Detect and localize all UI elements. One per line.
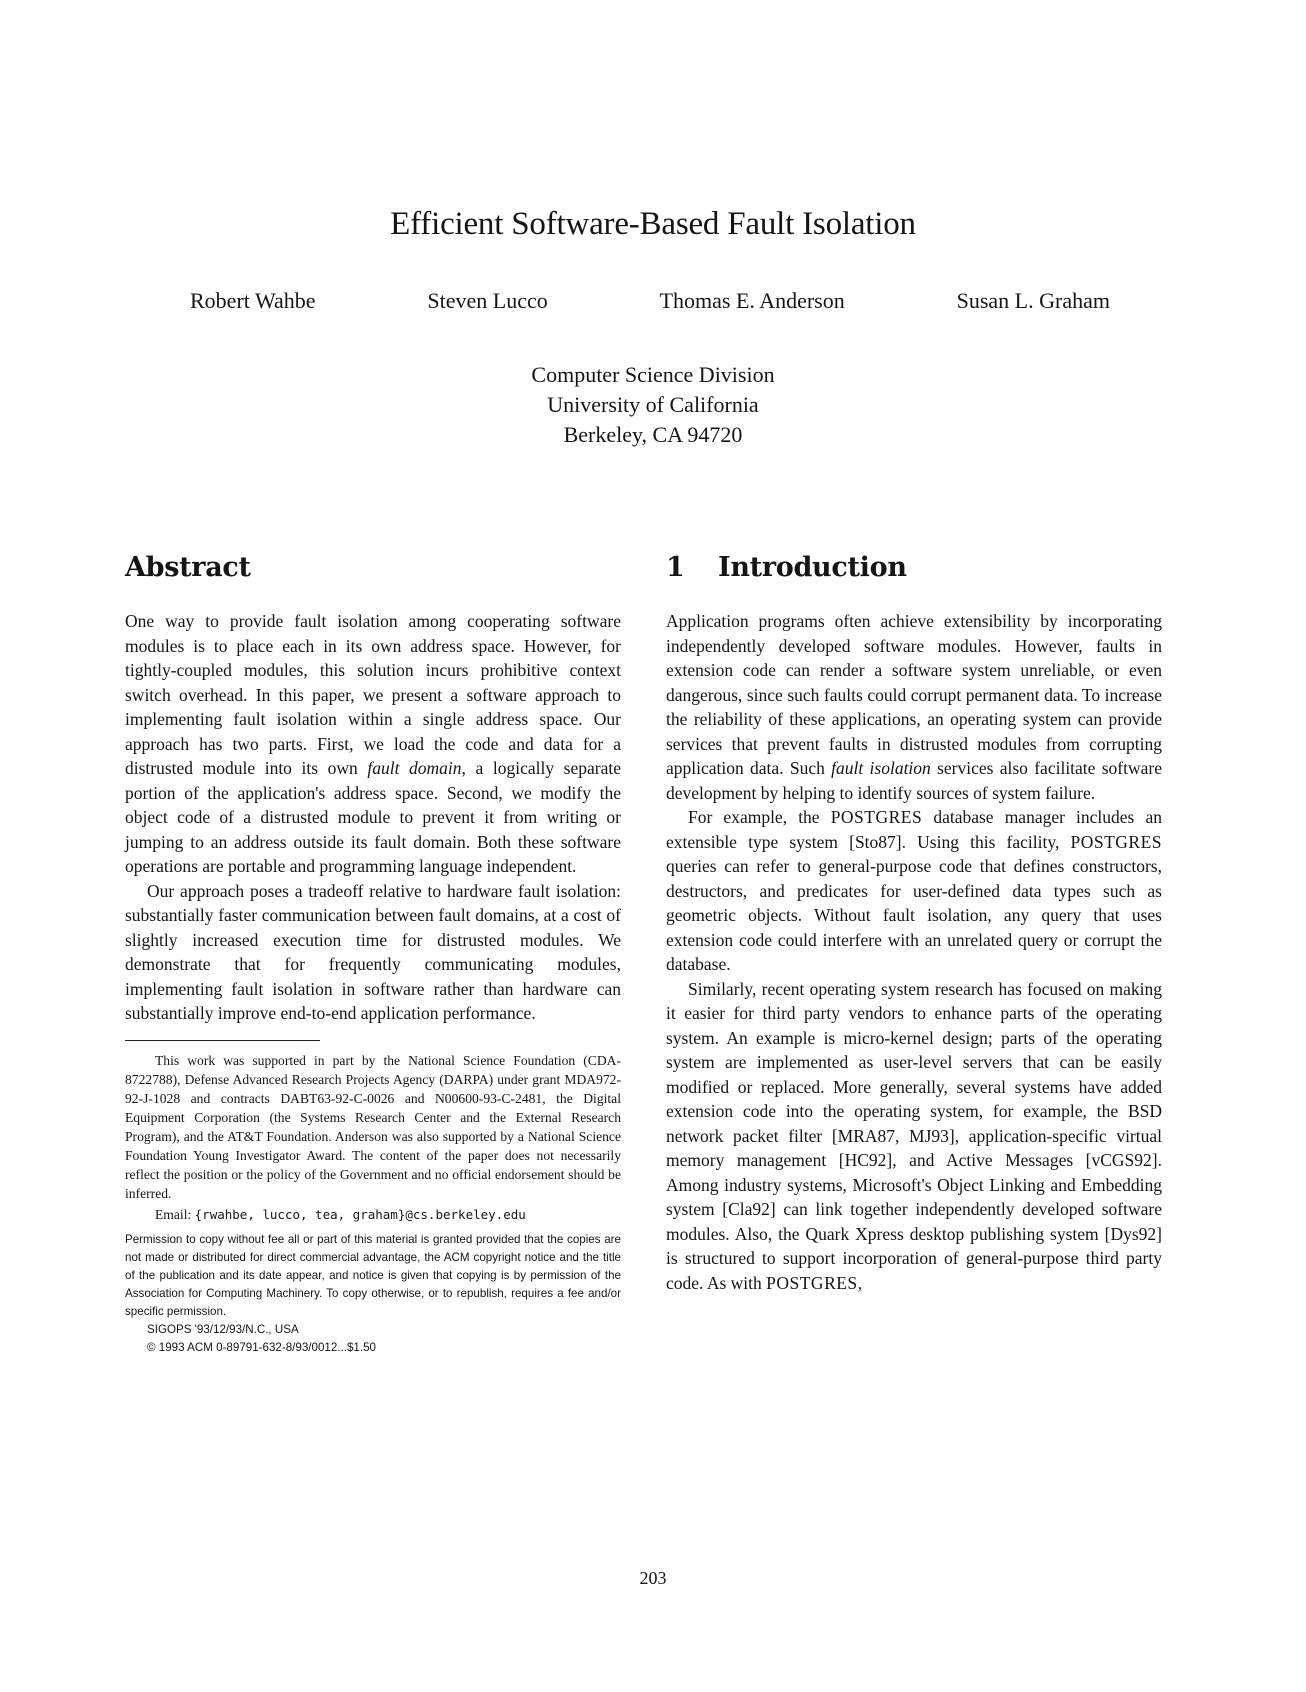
affiliation-line: Computer Science Division — [531, 362, 775, 387]
abstract-paragraph — [125, 609, 621, 879]
author: Susan L. Graham — [956, 288, 1110, 313]
text-run: database manager includes an extensible type system [Sto87]. Using this facility, — [666, 807, 1162, 852]
section-number: 1 — [666, 552, 685, 583]
footnote-rule — [125, 1040, 320, 1041]
text-run: For example, the — [688, 807, 831, 827]
affiliation-line: Berkeley, CA 94720 — [563, 422, 743, 447]
text-run: Similarly, recent operating system research has focused on making it easier for third party vendors to enhance parts of the operating system. An example is micro-kernel design; parts of the operating system are implemented as user-level servers that can be easily modified or replaced. More generally, several systems have added extension code into the operating system, for example, the BSD network packet filter [MRA87, MJ93], application-specific virtual memory management [HC92], and Active Messages [vCGS92]. Among industry systems, Microsoft's Object Linking and Embedding system [Cla92] can link together independently developed software modules. Also, the Quark Xpress desktop publishing system [Dys92] is structured to support incorporation of general-purpose third party code. As with — [666, 978, 1162, 1293]
section-title: Introduction — [718, 552, 907, 583]
postgres-name: POSTGRES — [830, 807, 923, 827]
email-line — [155, 1205, 621, 1225]
emphasis: fault isolation — [831, 758, 931, 778]
permission-notice: Permission to copy without fee all or part of this material is granted provided that the copies are not made or distributed for direct commercial advantage, the ACM copyright notice and the title of the publication and its date appear, and notice is given that copying is by permission of the Association for Computing Machinery. To copy otherwise, or to republish, requires a fee and/or specific permission. — [125, 1232, 621, 1318]
postgres-name: POSTGRES — [1070, 831, 1162, 852]
paper-title: Efficient Software-Based Fault Isolation — [390, 206, 916, 242]
page-number: 203 — [639, 1568, 667, 1588]
affiliation-line: University of California — [547, 392, 759, 417]
author: Thomas E. Anderson — [659, 288, 845, 313]
abstract-heading: Abstract — [125, 552, 251, 583]
text-run: One way to provide fault isolation among cooperating software modules is to place each in its own address space. However, for tightly-coupled modules, this solution incurs prohibitive context switch overhead. In this paper, we present a software approach to implementing fault isolation within a single address space. Our approach has two parts. First, we load the code and data for a distrusted module into its own — [125, 611, 621, 778]
text-run: Application programs often achieve extensibility by incorporating independently developed software modules. However, faults in extension code can render a software system unreliable, or even dangerous, since such faults could corrupt permanent data. To increase the reliability of these applications, an operating system can provide services that prevent faults in distrusted modules from corrupting application data. Such — [666, 611, 1162, 778]
right-column — [666, 552, 1162, 1295]
email-address: {rwahbe, lucco, tea, graham}@cs.berkeley.edu — [194, 1206, 526, 1222]
intro-paragraph — [666, 609, 1162, 805]
affiliation — [0, 360, 1306, 450]
intro-paragraph — [666, 805, 1162, 977]
text-run: , — [857, 1272, 863, 1293]
introduction-heading — [666, 552, 1162, 583]
author: Robert Wahbe — [190, 288, 316, 313]
intro-paragraph — [666, 977, 1162, 1296]
abstract-paragraph: Our approach poses a tradeoff relative to hardware fault isolation: substantially faster communication between fault domains, at a cost of slightly increased execution time for distrusted modules. We demonstrate that for frequently communicating modules, implementing fault isolation in software rather than hardware can substantially improve end-to-end application performance. — [125, 880, 621, 1023]
text-run: services also facilitate software development by helping to identify sources of system failure. — [666, 758, 1162, 803]
author-list — [190, 288, 1110, 314]
emphasis: fault domain — [367, 758, 462, 778]
author: Steven Lucco — [427, 288, 548, 313]
text-run: , a logically separate portion of the application's address space. Second, we modify the object code of a distrusted module to prevent it from writing or jumping to an address outside its fault domain. Both these software operations are portable and programming language independent. — [125, 758, 621, 876]
email-label: Email: — [155, 1206, 195, 1222]
copyright-line: © 1993 ACM 0-89791-632-8/93/0012...$1.50 — [147, 1340, 376, 1354]
postgres-name: POSTGRES — [766, 1272, 858, 1293]
text-run: queries can refer to general-purpose code that defines constructors, destructors, and predicates for user-defined data types such as geometric objects. Without fault isolation, any query that uses extension code could interfere with an unrelated query or corrupt the database. — [666, 856, 1162, 974]
funding-footnote: This work was supported in part by the National Science Foundation (CDA-8722788), Defense Advanced Research Projects Agency (DARPA) under grant MDA972-92-J-1028 and contracts DABT63-92-C-0026 and N00600-93-C-2481, the Digital Equipment Corporation (the Systems Research Center and the External Research Program), and the AT&T Foundation. Anderson was also supported by a National Science Foundation Young Investigator Award. The content of the paper does not necessarily reflect the position or the policy of the Government and no official endorsement should be inferred. — [125, 1052, 621, 1201]
left-column — [125, 552, 621, 1357]
venue-line: SIGOPS '93/12/93/N.C., USA — [147, 1322, 299, 1336]
